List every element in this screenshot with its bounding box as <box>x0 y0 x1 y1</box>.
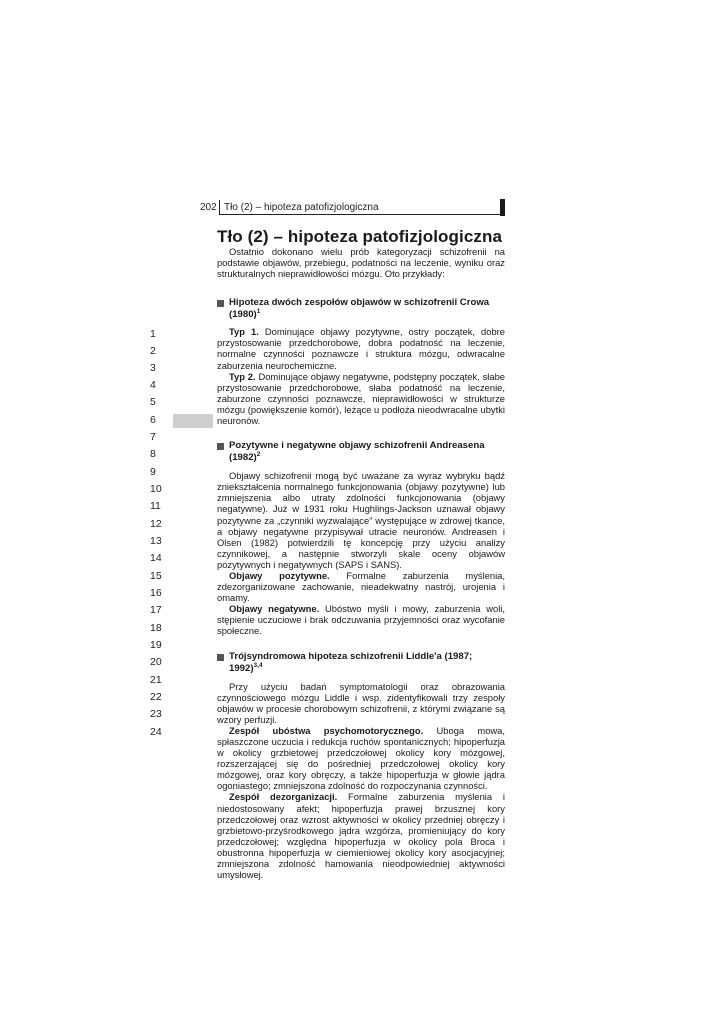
line-number: 1 <box>150 328 156 340</box>
bullet-square-icon <box>217 300 224 307</box>
line-number: 8 <box>150 448 156 460</box>
section-heading <box>217 651 505 675</box>
paragraph <box>217 725 505 792</box>
paragraph-text: Objawy schizofrenii mogą być uważane za wyraz wybryku bądź zniekształcenia normalnego funkcjonowania (objawy pozytywne) lub zmniejszenia albo utraty zdolności funkcjonowania (objawy negatywne). Już w 1931 roku Hughlings-Jackson uznawał objawy pozytywne za „czynniki wyzwalające” występujące w zdrowej tkance, a objawy negatywne przypisywał utracie neuronów. Andreasen i Olsen (1982) potwierdzili tę koncepcję przy użyciu analizy czynnikowej, a następnie stworzyli skale oceny objawów pozytywnych i negatywnych (SAPS i SANS). <box>217 470 505 570</box>
margin-marker <box>173 414 213 428</box>
section-heading-text: Pozytywne i negatywne objawy schizofrenii Andreasena (1982) <box>229 440 485 464</box>
paragraph <box>217 791 505 880</box>
line-number: 4 <box>150 379 156 391</box>
header-edge-bar <box>500 199 505 216</box>
paragraph <box>217 603 505 636</box>
page-number: 202 <box>200 202 217 213</box>
paragraph-lead: Objawy pozytywne. <box>229 569 330 581</box>
line-number: 15 <box>150 570 162 582</box>
line-number: 18 <box>150 622 162 634</box>
paragraph-text: Dominujące objawy pozytywne, ostry początek, dobre przystosowanie przedchorobowe, dobra podatność na leczenie, normalne czynności poznawcze i struktura mózgu, odwracalne zaburzenia neurochemiczne. <box>217 326 505 371</box>
paragraph <box>217 326 505 370</box>
line-number: 17 <box>150 604 162 616</box>
line-number: 11 <box>150 500 161 512</box>
section-heading <box>217 440 505 464</box>
paragraph-text: Formalne zaburzenia myślenia i niedostosowany afekt; hipoperfuzja prawej brzusznej kory przedczołowej oraz wzrost aktywności w okolicy przedniej obręczy i grzbietowo-przyśrodkowego jądra wzgórza, promieniujący do kory przedczołowej; względna hipoperfuzja w okolicy pola Broca i obustronna hipoperfuzja w ciemieniowej okolicy kory asocjacyjnej; zmniejszona zdolność hamowania nieodpowiedniej aktywności umysłowej. <box>217 791 505 881</box>
content-column <box>217 228 505 880</box>
line-number: 6 <box>150 414 156 426</box>
section-heading-text: Hipoteza dwóch zespołów objawów w schizofrenii Crowa (1980) <box>229 297 490 321</box>
line-number: 22 <box>150 691 162 703</box>
line-number: 13 <box>150 535 162 547</box>
paragraph-text: Przy użyciu badań symptomatologii oraz obrazowania czynnościowego mózgu Liddle i wsp. zidentyfikowali trzy zespoły objawów w procesie chorobowym schizofrenii, z którymi związane są wzory perfuzji. <box>217 680 505 725</box>
line-number: 7 <box>150 431 156 443</box>
footnote-ref: 1 <box>256 308 261 316</box>
paragraph-lead: Objawy negatywne. <box>229 603 320 615</box>
paragraph-lead: Typ 2. <box>229 370 256 382</box>
running-header-title: Tło (2) – hipoteza patofizjologiczna <box>219 200 501 215</box>
paragraph-text: Dominujące objawy negatywne, podstępny początek, słabe przystosowanie przedchorobowe, słaba podatność na leczenie, zaburzone czynności poznawcze, nieprawidłowości w strukturze mózgu (powiększenie komór), leżące u podłoża nieodwracalne ubytki neuronów. <box>217 370 505 427</box>
line-number: 2 <box>150 345 156 357</box>
line-number: 19 <box>150 639 162 651</box>
section-heading-text: Trójsyndromowa hipoteza schizofrenii Liddle'a (1987; 1992) <box>229 650 473 674</box>
paragraph <box>217 570 505 603</box>
paragraph-text: Formalne zaburzenia myślenia, zdezorganizowane zachowanie, nieadekwatny nastrój, urojenia i omamy. <box>217 569 505 604</box>
line-number: 14 <box>150 552 162 564</box>
line-number: 23 <box>150 708 162 720</box>
page-title: Tło (2) – hipoteza patofizjologiczna <box>217 227 503 246</box>
paragraph <box>217 470 505 570</box>
paragraph-lead: Typ 1. <box>229 326 259 338</box>
line-number: 21 <box>150 674 162 686</box>
line-number: 20 <box>150 656 162 668</box>
paragraph <box>217 681 505 725</box>
paragraph-text: Ubóstwo myśli i mowy, zaburzenia woli, stępienie uczuciowe i brak odczuwania przyjemności oraz wycofanie społeczne. <box>217 603 505 637</box>
paragraph-lead: Zespół ubóstwa psychomotorycznego. <box>229 724 424 736</box>
line-number: 9 <box>150 466 156 478</box>
footnote-ref: 2 <box>256 450 261 458</box>
line-number: 24 <box>150 726 162 738</box>
bullet-square-icon <box>217 443 224 450</box>
bullet-square-icon <box>217 654 224 661</box>
intro-paragraph: Ostatnio dokonano wielu prób kategoryzacji schizofrenii na podstawie objawów, przebiegu, podatności na leczenie, wyniku oraz strukturalnych nieprawidłowości mózgu. Oto przykłady: <box>217 246 505 280</box>
line-number: 12 <box>150 518 162 530</box>
line-number: 5 <box>150 396 156 408</box>
section-heading <box>217 297 505 321</box>
paragraph <box>217 371 505 426</box>
paragraph-lead: Zespół dezorganizacji. <box>229 791 338 803</box>
line-number: 16 <box>150 587 162 599</box>
line-number: 3 <box>150 362 156 374</box>
line-number: 10 <box>150 483 162 495</box>
paragraph-text: Uboga mowa, spłaszczone uczucia i redukcja ruchów spontanicznych; hipoperfuzja w okolicy grzbietowej przedczołowej okolicy kory mózgowej, rozszerzającej się do pośredniej przedczołowej okolicy kory mózgowej, oraz kory obręczy, a także hipoperfuzja w głowie jądra ogoniastego; zmniejszona zdolność do rozpoczynania czynności. <box>217 724 505 792</box>
footnote-ref: 3,4 <box>253 661 263 669</box>
